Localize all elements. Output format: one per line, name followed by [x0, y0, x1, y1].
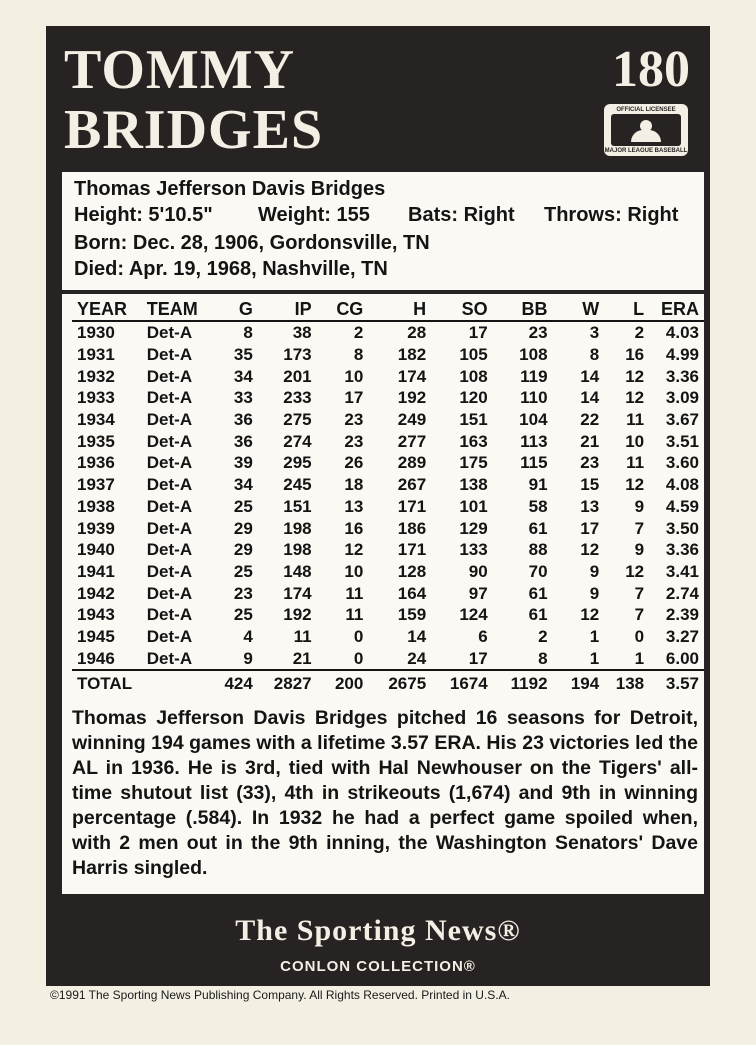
stat-cell: 36 [233, 410, 253, 430]
stat-cell: 105 [459, 345, 488, 365]
table-row [72, 409, 704, 431]
stat-cell: 249 [397, 410, 427, 430]
stat-cell: 174 [397, 366, 427, 386]
stat-cell: 1 [634, 648, 645, 668]
table-row [72, 387, 704, 409]
stat-cell: 34 [233, 366, 253, 386]
stat-cell: 17 [344, 388, 364, 408]
stat-cell: 10 [344, 561, 364, 581]
stat-cell: 12 [344, 540, 364, 560]
stat-cell: 148 [283, 561, 312, 581]
stat-cell: 245 [283, 475, 312, 495]
mlb-logo-icon [604, 104, 688, 156]
stat-cell: 110 [520, 388, 548, 408]
stat-cell: 2 [353, 323, 364, 343]
stat-cell: 151 [459, 410, 488, 430]
stat-cell: 2.74 [665, 583, 699, 603]
total-cell: 424 [210, 670, 258, 695]
col-header-era: ERA [649, 298, 704, 321]
stat-cell: 61 [528, 583, 548, 603]
sporting-news-logo: The Sporting News® [235, 914, 521, 947]
col-header-h: H [368, 298, 431, 321]
stat-cell: 4.03 [665, 323, 699, 343]
table-row [72, 561, 704, 583]
stat-cell: 1 [589, 648, 600, 668]
stat-cell: 88 [528, 540, 548, 560]
total-cell: 1674 [431, 670, 493, 695]
table-row [72, 474, 704, 496]
stat-cell: 17 [468, 648, 488, 668]
stat-cell: 12 [625, 475, 645, 495]
table-row [72, 452, 704, 474]
stat-cell: Det-A [146, 410, 193, 430]
stat-cell: 14 [580, 366, 600, 386]
stat-cell: 58 [528, 496, 548, 516]
stat-cell: 26 [344, 453, 364, 473]
stat-cell: 129 [459, 518, 488, 538]
stat-cell: 6.00 [665, 648, 699, 668]
table-row [72, 496, 704, 518]
stat-cell: 4.59 [665, 496, 699, 516]
stat-cell: 164 [397, 583, 427, 603]
total-cell: 200 [317, 670, 369, 695]
stat-cell: Det-A [146, 323, 193, 343]
stat-cell: 36 [233, 431, 253, 451]
full-name: Thomas Jefferson Davis Bridges [74, 178, 386, 200]
col-header-team: TEAM [142, 298, 210, 321]
stat-cell: Det-A [146, 366, 193, 386]
stat-cell: 61 [528, 518, 548, 538]
stat-cell: 61 [528, 605, 548, 625]
stat-cell: 12 [625, 561, 645, 581]
career-summary: Thomas Jefferson Davis Bridges pitched 16 seasons for Detroit, winning 194 games with a lifetime 3.57 ERA. His 23 victories led the AL in 1936. He is 3rd, tied with Hal Newhouser on the Tigers' all-time shutout list (33), 4th in strikeouts (1,674) and 9th in winning percentage (.584). In 1932 he had a perfect game spoiled when, with 2 men out in the 9th inning, the Washington Senators' Dave Harris singled. [72, 707, 698, 879]
stat-cell: 14 [580, 388, 600, 408]
stat-cell: 11 [345, 605, 364, 625]
stat-cell: 120 [459, 388, 488, 408]
stat-cell: 91 [528, 475, 548, 495]
stat-cell: 138 [459, 475, 488, 495]
stat-cell: 3 [589, 323, 600, 343]
stat-cell: 35 [233, 345, 253, 365]
stat-cell: 171 [397, 496, 427, 516]
total-cell: 1192 [493, 670, 553, 695]
throws: Throws: Right [544, 204, 679, 226]
stat-cell: 274 [283, 431, 312, 451]
stat-cell: 192 [397, 388, 427, 408]
copyright: ©1991 The Sporting News Publishing Company. All Rights Reserved. Printed in U.S.A. [50, 988, 510, 1002]
table-row [72, 647, 704, 670]
stat-cell: 113 [520, 431, 548, 451]
stat-cell: 21 [580, 431, 600, 451]
stat-cell: Det-A [146, 453, 193, 473]
stat-cell: 101 [459, 496, 488, 516]
total-cell: 194 [553, 670, 605, 695]
stat-cell: 267 [397, 475, 427, 495]
stat-cell: 4 [243, 626, 253, 646]
stat-cell: 7 [634, 518, 645, 538]
stat-cell: 34 [233, 475, 253, 495]
stat-cell: 277 [397, 431, 427, 451]
stat-cell: 186 [397, 518, 427, 538]
table-row [72, 365, 704, 387]
stat-cell: 12 [625, 388, 645, 408]
col-header-w: W [553, 298, 605, 321]
stat-cell: 9 [589, 561, 600, 581]
col-header-l: L [604, 298, 649, 321]
player-last-name: BRIDGES [64, 99, 324, 161]
logo-top-text: OFFICIAL LICENSEE [616, 107, 676, 113]
stat-cell: 1938 [77, 496, 115, 516]
stat-cell: 11 [345, 583, 364, 603]
conlon-collection: CONLON COLLECTION® [280, 958, 476, 975]
stat-cell: 25 [233, 605, 253, 625]
stat-cell: 108 [519, 345, 548, 365]
stat-cell: 15 [580, 475, 600, 495]
stat-cell: 9 [243, 648, 253, 668]
stat-cell: 0 [634, 626, 645, 646]
stat-cell: 3.27 [665, 626, 699, 646]
stat-cell: 16 [344, 518, 364, 538]
stat-cell: 1932 [77, 366, 115, 386]
stat-cell: 133 [459, 540, 488, 560]
stat-cell: 3.67 [665, 410, 699, 430]
stat-cell: 23 [528, 323, 548, 343]
stat-cell: 11 [293, 626, 312, 646]
stat-cell: 289 [397, 453, 427, 473]
stat-cell: Det-A [146, 345, 193, 365]
table-row [72, 582, 704, 604]
stat-cell: 1939 [77, 518, 115, 538]
stat-cell: 23 [344, 410, 364, 430]
stat-cell: 1937 [77, 475, 115, 495]
stat-cell: 151 [283, 496, 312, 516]
stat-cell: 3.50 [665, 518, 699, 538]
stat-cell: 39 [233, 453, 253, 473]
stat-cell: 0 [353, 626, 364, 646]
stat-cell: 1943 [77, 605, 115, 625]
stat-cell: 2.39 [665, 605, 699, 625]
stat-cell: 17 [580, 518, 600, 538]
table-row [72, 321, 704, 344]
stat-cell: 13 [580, 496, 600, 516]
col-header-bb: BB [493, 298, 553, 321]
stat-cell: 275 [283, 410, 312, 430]
height: Height: 5'10.5" [74, 204, 213, 226]
stat-cell: 24 [407, 648, 427, 668]
stat-cell: 16 [625, 345, 645, 365]
stat-cell: 10 [625, 431, 645, 451]
stat-cell: 9 [589, 583, 600, 603]
stat-cell: Det-A [146, 648, 193, 668]
total-cell: 138 [604, 670, 649, 695]
stat-cell: 4.08 [665, 475, 699, 495]
stat-cell: 119 [520, 366, 548, 386]
total-row [72, 670, 704, 695]
logo-bottom-text: MAJOR LEAGUE BASEBALL [604, 148, 688, 154]
stat-cell: 173 [283, 345, 312, 365]
stat-cell: 23 [580, 453, 600, 473]
stat-cell: Det-A [146, 388, 193, 408]
stat-cell: 8 [353, 345, 364, 365]
stat-cell: 233 [283, 388, 312, 408]
stat-cell: Det-A [146, 475, 193, 495]
stat-cell: 9 [634, 496, 645, 516]
stat-cell: Det-A [146, 561, 193, 581]
bats: Bats: Right [408, 204, 515, 226]
col-header-g: G [210, 298, 258, 321]
stat-cell: 12 [580, 605, 600, 625]
stat-cell: 192 [283, 605, 312, 625]
stat-cell: 9 [634, 540, 645, 560]
stat-cell: 124 [459, 605, 488, 625]
stat-cell: 175 [459, 453, 488, 473]
stat-cell: 4.99 [665, 345, 699, 365]
stats-header-row [72, 298, 704, 321]
stat-cell: 163 [459, 431, 488, 451]
stat-cell: Det-A [146, 518, 193, 538]
stat-cell: 8 [243, 323, 253, 343]
stat-cell: 29 [233, 518, 253, 538]
stats-table [72, 298, 704, 695]
stat-cell: 171 [397, 540, 427, 560]
table-row [72, 539, 704, 561]
stat-cell: 17 [468, 323, 488, 343]
col-header-year: YEAR [72, 298, 142, 321]
stat-cell: 1940 [77, 540, 115, 560]
card-number: 180 [612, 41, 690, 98]
bio-panel [62, 172, 704, 290]
stat-cell: 22 [580, 410, 600, 430]
stat-cell: 1930 [77, 323, 115, 343]
player-name [64, 40, 323, 160]
stat-cell: 1936 [77, 453, 115, 473]
stat-cell: Det-A [146, 431, 193, 451]
table-row [72, 344, 704, 366]
stat-cell: 201 [283, 366, 312, 386]
stat-cell: 1 [589, 626, 600, 646]
stat-cell: 1934 [77, 410, 115, 430]
stat-cell: 6 [478, 626, 488, 646]
stat-cell: 33 [233, 388, 253, 408]
total-cell: 3.57 [649, 670, 704, 695]
stat-cell: 3.60 [665, 453, 699, 473]
stat-cell: 14 [407, 626, 427, 646]
stat-cell: 3.51 [665, 431, 699, 451]
total-cell [142, 670, 210, 695]
stat-cell: 3.09 [665, 388, 699, 408]
stat-cell: 198 [283, 518, 312, 538]
stats-panel [62, 294, 704, 894]
stat-cell: 11 [626, 453, 645, 473]
stat-cell: 174 [283, 583, 312, 603]
stat-cell: 2 [538, 626, 548, 646]
died: Died: Apr. 19, 1968, Nashville, TN [74, 258, 388, 280]
stat-cell: 1931 [77, 345, 115, 365]
stat-cell: 0 [353, 648, 364, 668]
stat-cell: Det-A [146, 605, 193, 625]
table-row [72, 517, 704, 539]
stat-cell: 108 [459, 366, 488, 386]
stat-cell: 295 [283, 453, 312, 473]
col-header-ip: IP [258, 298, 317, 321]
stat-cell: 29 [233, 540, 253, 560]
stat-cell: Det-A [146, 583, 193, 603]
stat-cell: 8 [538, 648, 548, 668]
stat-cell: 3.36 [665, 366, 699, 386]
stat-cell: 3.36 [665, 540, 699, 560]
stat-cell: 70 [528, 561, 548, 581]
stat-cell: 23 [344, 431, 364, 451]
stat-cell: Det-A [146, 626, 193, 646]
stat-cell: 10 [344, 366, 364, 386]
stat-cell: 7 [634, 583, 645, 603]
stat-cell: 1942 [77, 583, 115, 603]
stat-cell: 198 [283, 540, 312, 560]
col-header-so: SO [431, 298, 493, 321]
born: Born: Dec. 28, 1906, Gordonsville, TN [74, 232, 430, 254]
table-row [72, 430, 704, 452]
stat-cell: Det-A [146, 540, 193, 560]
total-cell: 2827 [258, 670, 317, 695]
stat-cell: 2 [634, 323, 645, 343]
stat-cell: 7 [634, 605, 645, 625]
stat-cell: 1946 [77, 648, 115, 668]
card-back [46, 26, 710, 986]
stat-cell: 25 [233, 561, 253, 581]
stat-cell: 1933 [77, 388, 115, 408]
stat-cell: 28 [407, 323, 427, 343]
stat-cell: 182 [397, 345, 427, 365]
stat-cell: 128 [397, 561, 427, 581]
stat-cell: 104 [519, 410, 548, 430]
stat-cell: 23 [233, 583, 253, 603]
player-first-name: TOMMY [64, 39, 296, 101]
stat-cell: 8 [589, 345, 600, 365]
stat-cell: 1941 [77, 561, 115, 581]
stat-cell: 1945 [77, 626, 115, 646]
stat-cell: 13 [344, 496, 364, 516]
stat-cell: 115 [520, 453, 548, 473]
table-row [72, 604, 704, 626]
stat-cell: 11 [626, 410, 645, 430]
stat-cell: 90 [468, 561, 488, 581]
stat-cell: 97 [468, 583, 488, 603]
stat-cell: 25 [233, 496, 253, 516]
stat-cell: 3.41 [665, 561, 699, 581]
stat-cell: 18 [344, 475, 364, 495]
stat-cell: 38 [292, 323, 312, 343]
stat-cell: 12 [625, 366, 645, 386]
stat-cell: 21 [292, 648, 312, 668]
total-label: TOTAL [72, 670, 142, 695]
table-row [72, 626, 704, 648]
weight: Weight: 155 [258, 204, 370, 226]
stat-cell: Det-A [146, 496, 193, 516]
col-header-cg: CG [317, 298, 369, 321]
stat-cell: 1935 [77, 431, 115, 451]
total-cell: 2675 [368, 670, 431, 695]
stat-cell: 159 [397, 605, 427, 625]
stat-cell: 12 [580, 540, 600, 560]
